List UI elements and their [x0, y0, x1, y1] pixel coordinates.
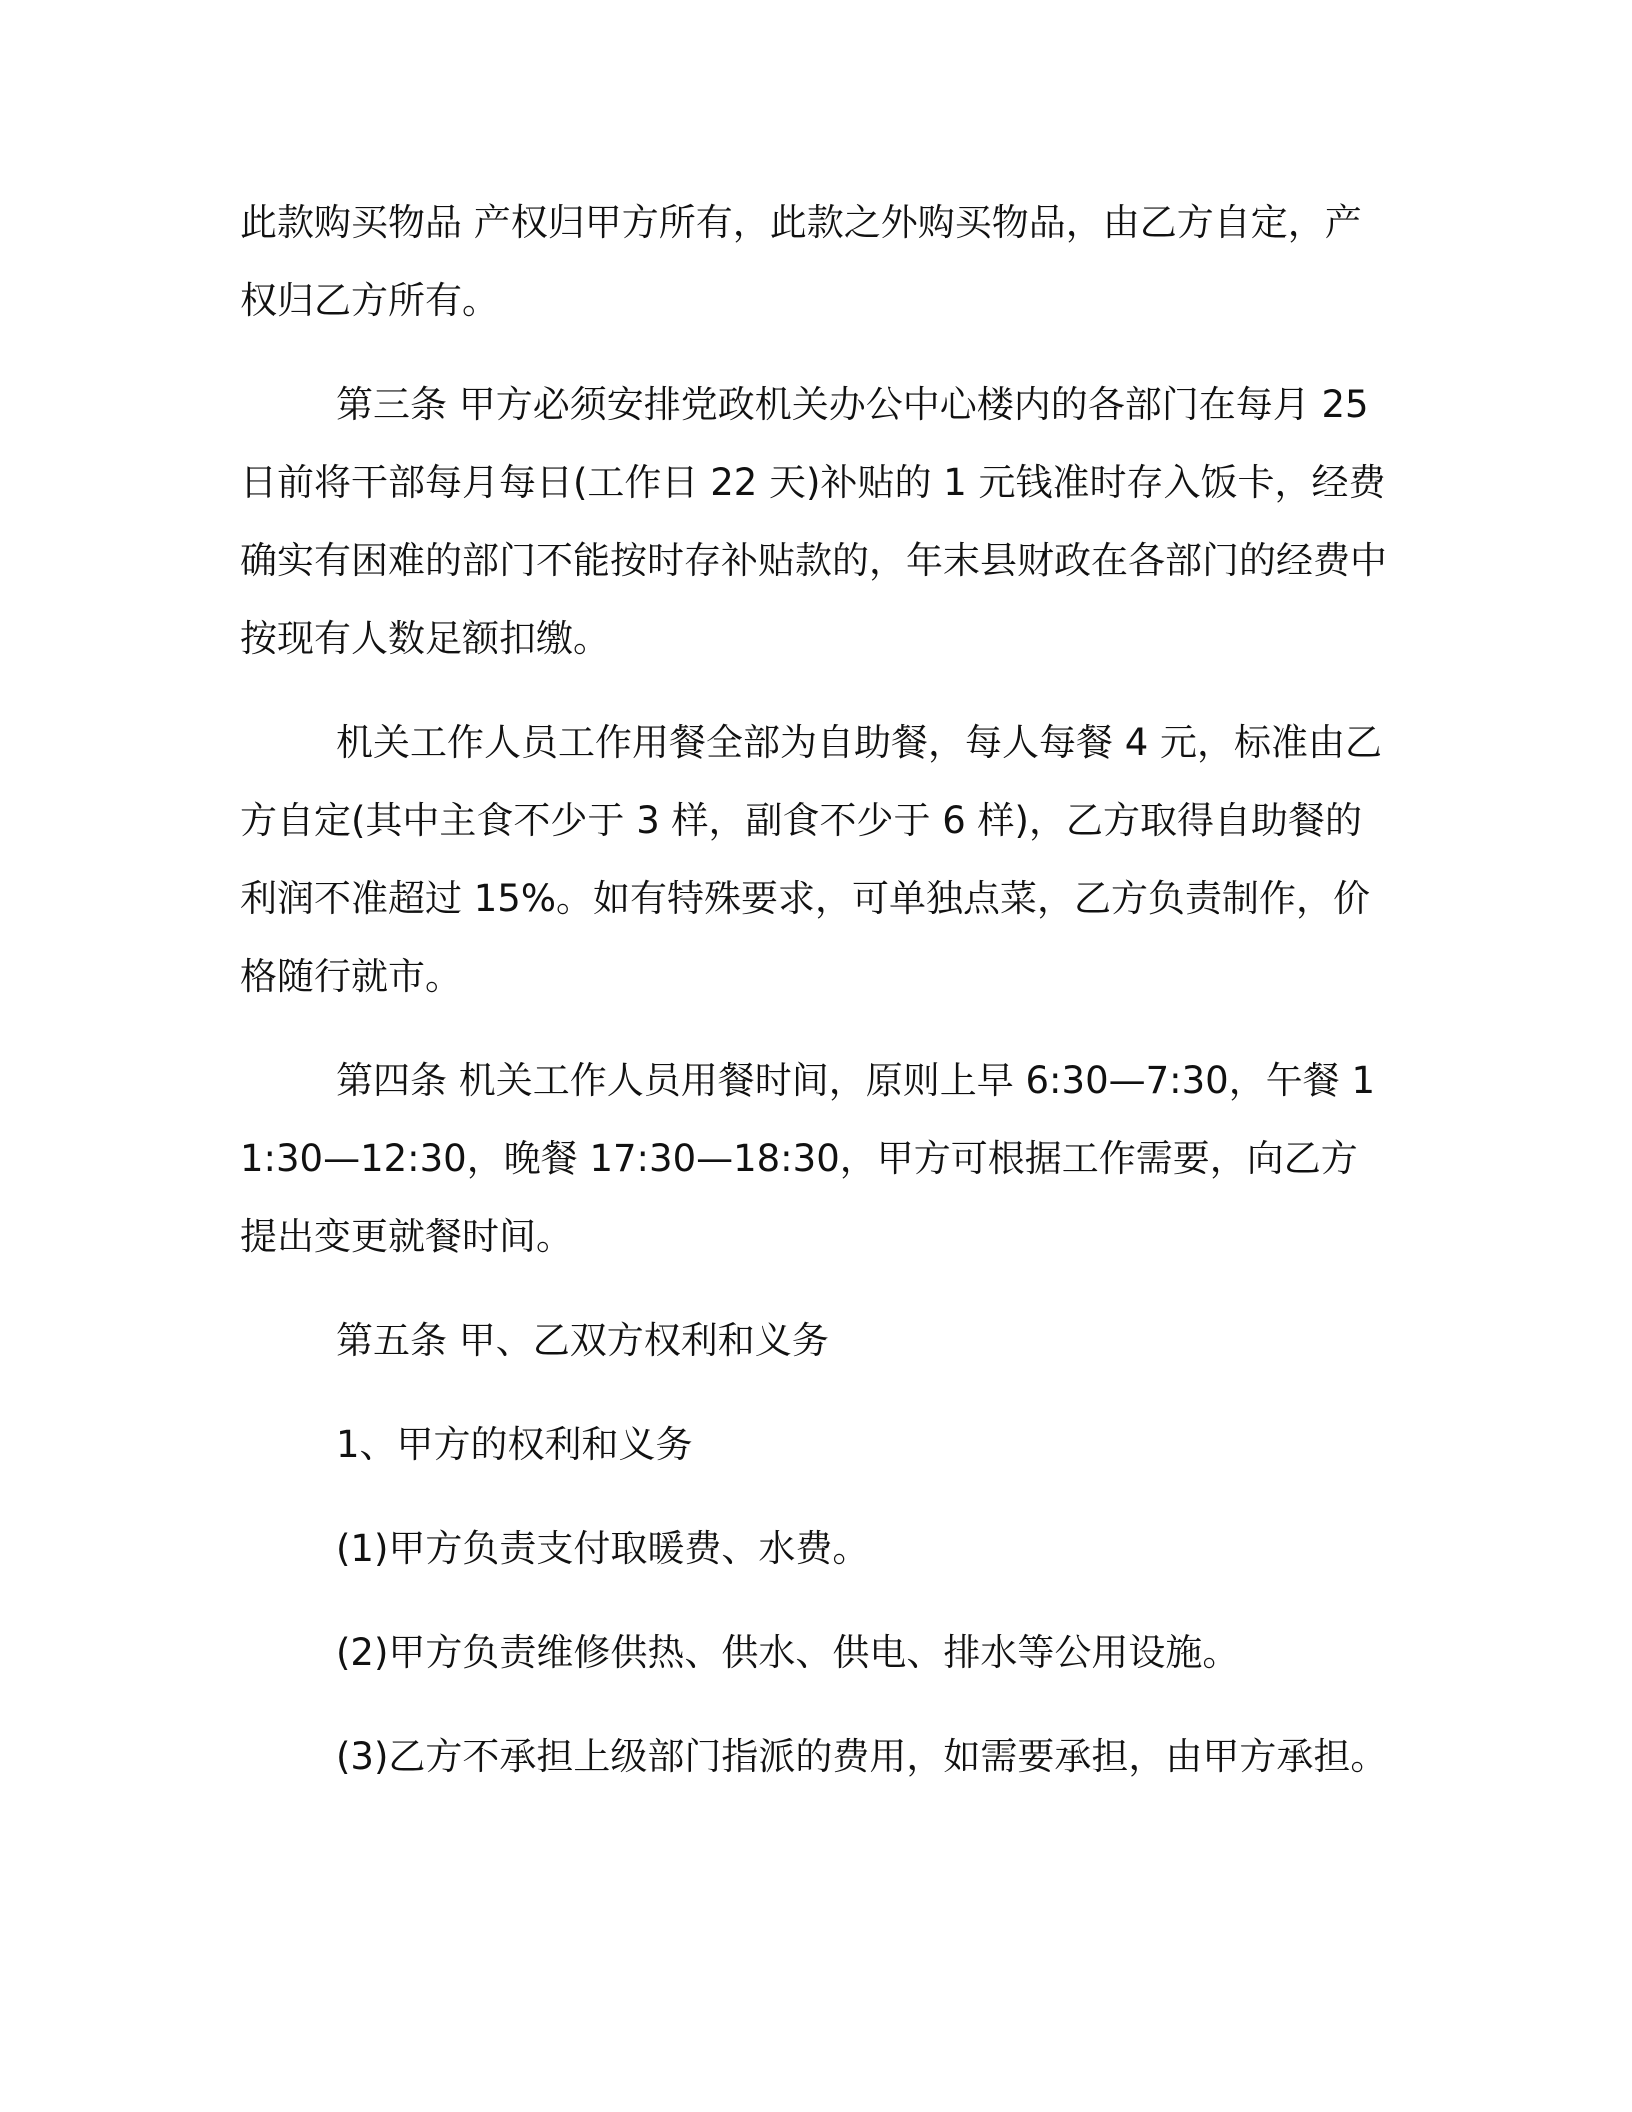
paragraph-continuation: 此款购买物品 产权归甲方所有，此款之外购买物品，由乙方自定，产权归乙方所有。 — [240, 201, 1362, 322]
paragraph-meal-standard: 机关工作人员工作用餐全部为自助餐，每人每餐 4 元，标准由乙方自定(其中主食不少于 3 样，副食不少于 6 样)，乙方取得自助餐的利润不准超过 15%。如有特殊要求，可单独点菜，乙方负责制作，价格随行就市。 — [240, 721, 1383, 998]
paragraph-article-4: 第四条 机关工作人员用餐时间，原则上早 6:30—7:30，午餐 11:30—12:30，晚餐 17:30—18:30，甲方可根据工作需要，向乙方提出变更就餐时间。 — [240, 1059, 1375, 1258]
paragraph-article-3: 第三条 甲方必须安排党政机关办公中心楼内的各部门在每月 25 日前将干部每月每日(工作日 22 天)补贴的 1 元钱准时存入饭卡，经费确实有困难的部门不能按时存补贴款的，年末县财政在各部门的经费中按现有人数足额扣缴。 — [240, 383, 1387, 660]
paragraph-party-a-rights-heading: 1、甲方的权利和义务 — [336, 1423, 693, 1466]
paragraph-party-a-item-3: (3)乙方不承担上级部门指派的费用，如需要承担，由甲方承担。 — [336, 1735, 1388, 1778]
document-body — [240, 184, 1390, 1796]
paragraph-party-a-item-2: (2)甲方负责维修供热、供水、供电、排水等公用设施。 — [336, 1631, 1240, 1674]
paragraph-party-a-item-1: (1)甲方负责支付取暖费、水费。 — [336, 1527, 870, 1570]
paragraph-article-5: 第五条 甲、乙双方权利和义务 — [336, 1319, 829, 1362]
